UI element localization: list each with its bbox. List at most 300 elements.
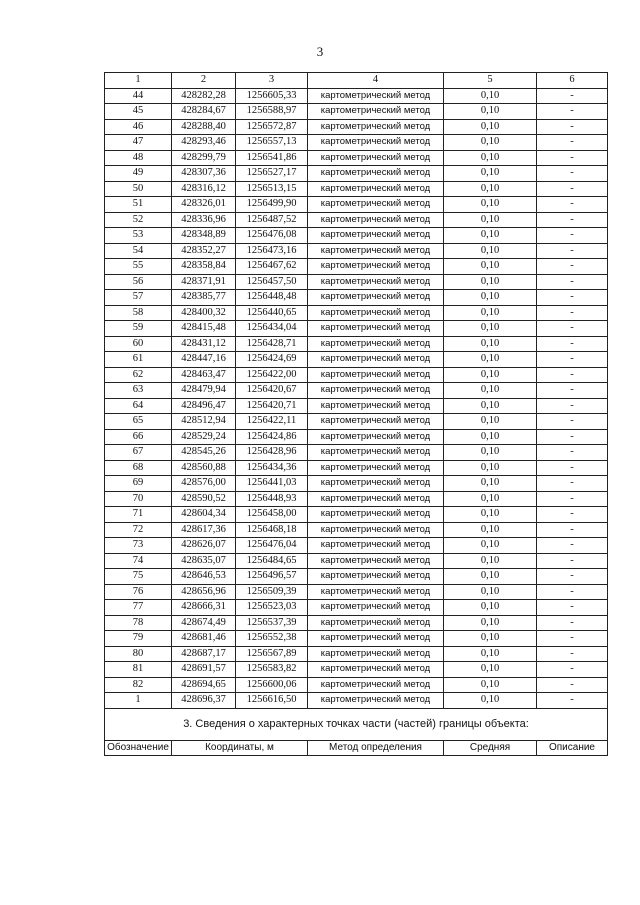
table-row [105, 274, 608, 290]
y-coordinate-cell: 1256457,50 [236, 274, 308, 290]
table-row [105, 197, 608, 213]
error-cell: 0,10 [444, 274, 537, 290]
point-number-cell: 69 [105, 476, 172, 492]
x-coordinate-cell: 428656,96 [172, 584, 236, 600]
x-coordinate-cell: 428512,94 [172, 414, 236, 430]
point-number-cell: 62 [105, 367, 172, 383]
error-cell: 0,10 [444, 243, 537, 259]
table-row [105, 135, 608, 151]
error-cell: 0,10 [444, 150, 537, 166]
y-coordinate-cell: 1256588,97 [236, 104, 308, 120]
method-cell: картометрический метод [308, 615, 444, 631]
method-cell: картометрический метод [308, 398, 444, 414]
table-row [105, 166, 608, 182]
error-cell: 0,10 [444, 491, 537, 507]
x-coordinate-cell: 428348,89 [172, 228, 236, 244]
method-cell: картометрический метод [308, 491, 444, 507]
y-coordinate-cell: 1256605,33 [236, 88, 308, 104]
x-coordinate-cell: 428293,46 [172, 135, 236, 151]
x-coordinate-cell: 428604,34 [172, 507, 236, 523]
description-cell: - [537, 414, 608, 430]
point-number-cell: 76 [105, 584, 172, 600]
table-row [105, 398, 608, 414]
error-cell: 0,10 [444, 646, 537, 662]
description-cell: - [537, 584, 608, 600]
table-row [105, 259, 608, 275]
section3-header-designation: Обозначение [105, 740, 172, 755]
point-number-cell: 52 [105, 212, 172, 228]
description-cell: - [537, 491, 608, 507]
y-coordinate-cell: 1256422,00 [236, 367, 308, 383]
table-row [105, 553, 608, 569]
table-row [105, 150, 608, 166]
description-cell: - [537, 104, 608, 120]
method-cell: картометрический метод [308, 507, 444, 523]
error-cell: 0,10 [444, 290, 537, 306]
y-coordinate-cell: 1256537,39 [236, 615, 308, 631]
point-number-cell: 57 [105, 290, 172, 306]
method-cell: картометрический метод [308, 522, 444, 538]
description-cell: - [537, 243, 608, 259]
y-coordinate-cell: 1256552,38 [236, 631, 308, 647]
method-cell: картометрический метод [308, 429, 444, 445]
error-cell: 0,10 [444, 352, 537, 368]
y-coordinate-cell: 1256499,90 [236, 197, 308, 213]
error-cell: 0,10 [444, 259, 537, 275]
x-coordinate-cell: 428284,67 [172, 104, 236, 120]
x-coordinate-cell: 428635,07 [172, 553, 236, 569]
point-number-cell: 63 [105, 383, 172, 399]
method-cell: картометрический метод [308, 662, 444, 678]
error-cell: 0,10 [444, 166, 537, 182]
description-cell: - [537, 274, 608, 290]
x-coordinate-cell: 428694,65 [172, 677, 236, 693]
y-coordinate-cell: 1256428,96 [236, 445, 308, 461]
table-row [105, 243, 608, 259]
x-coordinate-cell: 428626,07 [172, 538, 236, 554]
x-coordinate-cell: 428431,12 [172, 336, 236, 352]
point-number-cell: 79 [105, 631, 172, 647]
description-cell: - [537, 646, 608, 662]
method-cell: картометрический метод [308, 150, 444, 166]
x-coordinate-cell: 428646,53 [172, 569, 236, 585]
description-cell: - [537, 569, 608, 585]
point-number-cell: 61 [105, 352, 172, 368]
table-row [105, 336, 608, 352]
table-row [105, 662, 608, 678]
error-cell: 0,10 [444, 615, 537, 631]
y-coordinate-cell: 1256567,89 [236, 646, 308, 662]
table-row [105, 646, 608, 662]
page-number: 3 [316, 44, 324, 59]
description-cell: - [537, 522, 608, 538]
error-cell: 0,10 [444, 367, 537, 383]
description-cell: - [537, 460, 608, 476]
point-number-cell: 75 [105, 569, 172, 585]
y-coordinate-cell: 1256572,87 [236, 119, 308, 135]
description-cell: - [537, 212, 608, 228]
error-cell: 0,10 [444, 507, 537, 523]
point-number-cell: 59 [105, 321, 172, 337]
table-row [105, 414, 608, 430]
point-number-cell: 54 [105, 243, 172, 259]
error-cell: 0,10 [444, 522, 537, 538]
y-coordinate-cell: 1256467,62 [236, 259, 308, 275]
error-cell: 0,10 [444, 135, 537, 151]
method-cell: картометрический метод [308, 352, 444, 368]
x-coordinate-cell: 428529,24 [172, 429, 236, 445]
x-coordinate-cell: 428463,47 [172, 367, 236, 383]
point-number-cell: 73 [105, 538, 172, 554]
point-number-cell: 74 [105, 553, 172, 569]
method-cell: картометрический метод [308, 553, 444, 569]
y-coordinate-cell: 1256541,86 [236, 150, 308, 166]
coordinates-table [104, 72, 608, 756]
description-cell: - [537, 290, 608, 306]
y-coordinate-cell: 1256557,13 [236, 135, 308, 151]
description-cell: - [537, 197, 608, 213]
x-coordinate-cell: 428687,17 [172, 646, 236, 662]
table-header [105, 73, 608, 89]
column-header-2: 2 [172, 73, 236, 89]
description-cell: - [537, 476, 608, 492]
x-coordinate-cell: 428590,52 [172, 491, 236, 507]
x-coordinate-cell: 428415,48 [172, 321, 236, 337]
point-number-cell: 53 [105, 228, 172, 244]
point-number-cell: 81 [105, 662, 172, 678]
method-cell: картометрический метод [308, 569, 444, 585]
x-coordinate-cell: 428560,88 [172, 460, 236, 476]
table-row [105, 228, 608, 244]
point-number-cell: 44 [105, 88, 172, 104]
column-header-5: 5 [444, 73, 537, 89]
error-cell: 0,10 [444, 104, 537, 120]
error-cell: 0,10 [444, 553, 537, 569]
y-coordinate-cell: 1256583,82 [236, 662, 308, 678]
point-number-cell: 67 [105, 445, 172, 461]
method-cell: картометрический метод [308, 228, 444, 244]
description-cell: - [537, 507, 608, 523]
y-coordinate-cell: 1256458,00 [236, 507, 308, 523]
table-body [105, 88, 608, 708]
table-row [105, 677, 608, 693]
method-cell: картометрический метод [308, 290, 444, 306]
table-row [105, 491, 608, 507]
section3-header-description: Описание [537, 740, 608, 755]
description-cell: - [537, 336, 608, 352]
description-cell: - [537, 445, 608, 461]
x-coordinate-cell: 428666,31 [172, 600, 236, 616]
description-cell: - [537, 305, 608, 321]
description-cell: - [537, 538, 608, 554]
point-number-cell: 77 [105, 600, 172, 616]
point-number-cell: 68 [105, 460, 172, 476]
error-cell: 0,10 [444, 383, 537, 399]
method-cell: картометрический метод [308, 243, 444, 259]
description-cell: - [537, 693, 608, 709]
section3 [105, 708, 608, 755]
error-cell: 0,10 [444, 414, 537, 430]
point-number-cell: 66 [105, 429, 172, 445]
method-cell: картометрический метод [308, 119, 444, 135]
x-coordinate-cell: 428674,49 [172, 615, 236, 631]
y-coordinate-cell: 1256428,71 [236, 336, 308, 352]
method-cell: картометрический метод [308, 321, 444, 337]
error-cell: 0,10 [444, 197, 537, 213]
section3-header-method: Метод определения [308, 740, 444, 755]
x-coordinate-cell: 428496,47 [172, 398, 236, 414]
method-cell: картометрический метод [308, 631, 444, 647]
table-row [105, 212, 608, 228]
point-number-cell: 60 [105, 336, 172, 352]
error-cell: 0,10 [444, 538, 537, 554]
error-cell: 0,10 [444, 305, 537, 321]
column-header-6: 6 [537, 73, 608, 89]
method-cell: картометрический метод [308, 336, 444, 352]
y-coordinate-cell: 1256476,04 [236, 538, 308, 554]
error-cell: 0,10 [444, 181, 537, 197]
method-cell: картометрический метод [308, 383, 444, 399]
method-cell: картометрический метод [308, 274, 444, 290]
point-number-cell: 45 [105, 104, 172, 120]
error-cell: 0,10 [444, 212, 537, 228]
point-number-cell: 56 [105, 274, 172, 290]
section3-title: 3. Сведения о характерных точках части (частей) границы объекта: [105, 708, 608, 740]
error-cell: 0,10 [444, 662, 537, 678]
point-number-cell: 1 [105, 693, 172, 709]
point-number-cell: 47 [105, 135, 172, 151]
table-row [105, 290, 608, 306]
table-row [105, 460, 608, 476]
point-number-cell: 51 [105, 197, 172, 213]
x-coordinate-cell: 428326,01 [172, 197, 236, 213]
method-cell: картометрический метод [308, 414, 444, 430]
x-coordinate-cell: 428696,37 [172, 693, 236, 709]
description-cell: - [537, 119, 608, 135]
error-cell: 0,10 [444, 119, 537, 135]
table-row [105, 584, 608, 600]
method-cell: картометрический метод [308, 212, 444, 228]
point-number-cell: 80 [105, 646, 172, 662]
description-cell: - [537, 615, 608, 631]
error-cell: 0,10 [444, 321, 537, 337]
section3-header-coordinates: Координаты, м [172, 740, 308, 755]
description-cell: - [537, 150, 608, 166]
y-coordinate-cell: 1256441,03 [236, 476, 308, 492]
column-header-4: 4 [308, 73, 444, 89]
method-cell: картометрический метод [308, 460, 444, 476]
description-cell: - [537, 228, 608, 244]
point-number-cell: 82 [105, 677, 172, 693]
section3-title-row [105, 708, 608, 740]
error-cell: 0,10 [444, 336, 537, 352]
x-coordinate-cell: 428307,36 [172, 166, 236, 182]
point-number-cell: 50 [105, 181, 172, 197]
error-cell: 0,10 [444, 600, 537, 616]
point-number-cell: 49 [105, 166, 172, 182]
column-header-1: 1 [105, 73, 172, 89]
y-coordinate-cell: 1256484,65 [236, 553, 308, 569]
y-coordinate-cell: 1256473,16 [236, 243, 308, 259]
y-coordinate-cell: 1256523,03 [236, 600, 308, 616]
error-cell: 0,10 [444, 228, 537, 244]
description-cell: - [537, 662, 608, 678]
error-cell: 0,10 [444, 88, 537, 104]
point-number-cell: 64 [105, 398, 172, 414]
y-coordinate-cell: 1256476,08 [236, 228, 308, 244]
x-coordinate-cell: 428617,36 [172, 522, 236, 538]
table-row [105, 181, 608, 197]
table-row [105, 507, 608, 523]
y-coordinate-cell: 1256527,17 [236, 166, 308, 182]
x-coordinate-cell: 428336,96 [172, 212, 236, 228]
error-cell: 0,10 [444, 445, 537, 461]
table-row [105, 383, 608, 399]
y-coordinate-cell: 1256448,48 [236, 290, 308, 306]
y-coordinate-cell: 1256434,36 [236, 460, 308, 476]
x-coordinate-cell: 428576,00 [172, 476, 236, 492]
description-cell: - [537, 677, 608, 693]
method-cell: картометрический метод [308, 677, 444, 693]
table-row [105, 631, 608, 647]
table-row [105, 119, 608, 135]
x-coordinate-cell: 428316,12 [172, 181, 236, 197]
x-coordinate-cell: 428299,79 [172, 150, 236, 166]
y-coordinate-cell: 1256509,39 [236, 584, 308, 600]
column-header-3: 3 [236, 73, 308, 89]
description-cell: - [537, 600, 608, 616]
description-cell: - [537, 398, 608, 414]
y-coordinate-cell: 1256420,67 [236, 383, 308, 399]
point-number-cell: 58 [105, 305, 172, 321]
method-cell: картометрический метод [308, 88, 444, 104]
y-coordinate-cell: 1256468,18 [236, 522, 308, 538]
y-coordinate-cell: 1256496,57 [236, 569, 308, 585]
table-row [105, 445, 608, 461]
description-cell: - [537, 352, 608, 368]
point-number-cell: 55 [105, 259, 172, 275]
method-cell: картометрический метод [308, 538, 444, 554]
x-coordinate-cell: 428447,16 [172, 352, 236, 368]
y-coordinate-cell: 1256424,69 [236, 352, 308, 368]
point-number-cell: 48 [105, 150, 172, 166]
table-row [105, 352, 608, 368]
description-cell: - [537, 166, 608, 182]
y-coordinate-cell: 1256448,93 [236, 491, 308, 507]
table-row [105, 429, 608, 445]
method-cell: картометрический метод [308, 600, 444, 616]
table-row [105, 522, 608, 538]
point-number-cell: 72 [105, 522, 172, 538]
method-cell: картометрический метод [308, 445, 444, 461]
description-cell: - [537, 553, 608, 569]
y-coordinate-cell: 1256600,06 [236, 677, 308, 693]
x-coordinate-cell: 428691,57 [172, 662, 236, 678]
x-coordinate-cell: 428282,28 [172, 88, 236, 104]
description-cell: - [537, 429, 608, 445]
section3-header-row [105, 740, 608, 755]
y-coordinate-cell: 1256434,04 [236, 321, 308, 337]
x-coordinate-cell: 428352,27 [172, 243, 236, 259]
method-cell: картометрический метод [308, 197, 444, 213]
method-cell: картометрический метод [308, 584, 444, 600]
method-cell: картометрический метод [308, 259, 444, 275]
point-number-cell: 71 [105, 507, 172, 523]
error-cell: 0,10 [444, 584, 537, 600]
description-cell: - [537, 135, 608, 151]
description-cell: - [537, 88, 608, 104]
point-number-cell: 70 [105, 491, 172, 507]
error-cell: 0,10 [444, 677, 537, 693]
y-coordinate-cell: 1256487,52 [236, 212, 308, 228]
method-cell: картометрический метод [308, 305, 444, 321]
x-coordinate-cell: 428479,94 [172, 383, 236, 399]
description-cell: - [537, 259, 608, 275]
x-coordinate-cell: 428288,40 [172, 119, 236, 135]
method-cell: картометрический метод [308, 104, 444, 120]
y-coordinate-cell: 1256513,15 [236, 181, 308, 197]
section3-header-average: Средняя [444, 740, 537, 755]
y-coordinate-cell: 1256420,71 [236, 398, 308, 414]
description-cell: - [537, 383, 608, 399]
x-coordinate-cell: 428358,84 [172, 259, 236, 275]
method-cell: картометрический метод [308, 166, 444, 182]
method-cell: картометрический метод [308, 135, 444, 151]
error-cell: 0,10 [444, 476, 537, 492]
table-row [105, 476, 608, 492]
method-cell: картометрический метод [308, 367, 444, 383]
point-number-cell: 46 [105, 119, 172, 135]
table-row [105, 693, 608, 709]
description-cell: - [537, 181, 608, 197]
table-row [105, 367, 608, 383]
table-row [105, 600, 608, 616]
y-coordinate-cell: 1256616,50 [236, 693, 308, 709]
table-row [105, 569, 608, 585]
error-cell: 0,10 [444, 569, 537, 585]
y-coordinate-cell: 1256440,65 [236, 305, 308, 321]
method-cell: картометрический метод [308, 693, 444, 709]
x-coordinate-cell: 428681,46 [172, 631, 236, 647]
point-number-cell: 78 [105, 615, 172, 631]
y-coordinate-cell: 1256424,86 [236, 429, 308, 445]
error-cell: 0,10 [444, 693, 537, 709]
table-row [105, 305, 608, 321]
method-cell: картометрический метод [308, 476, 444, 492]
table-row [105, 88, 608, 104]
column-number-row [105, 73, 608, 89]
error-cell: 0,10 [444, 398, 537, 414]
method-cell: картометрический метод [308, 181, 444, 197]
table-row [105, 615, 608, 631]
table-row [105, 104, 608, 120]
description-cell: - [537, 367, 608, 383]
error-cell: 0,10 [444, 631, 537, 647]
point-number-cell: 65 [105, 414, 172, 430]
x-coordinate-cell: 428371,91 [172, 274, 236, 290]
description-cell: - [537, 631, 608, 647]
y-coordinate-cell: 1256422,11 [236, 414, 308, 430]
table-row [105, 321, 608, 337]
method-cell: картометрический метод [308, 646, 444, 662]
error-cell: 0,10 [444, 429, 537, 445]
x-coordinate-cell: 428385,77 [172, 290, 236, 306]
x-coordinate-cell: 428545,26 [172, 445, 236, 461]
error-cell: 0,10 [444, 460, 537, 476]
description-cell: - [537, 321, 608, 337]
table-row [105, 538, 608, 554]
x-coordinate-cell: 428400,32 [172, 305, 236, 321]
